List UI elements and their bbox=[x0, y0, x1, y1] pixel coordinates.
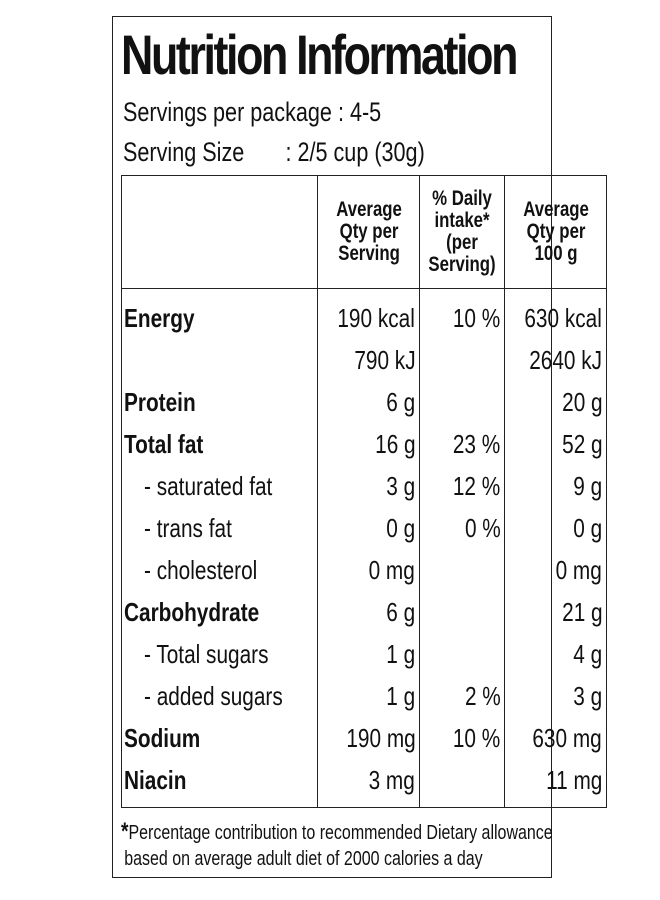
nutrient-label: - added sugars bbox=[144, 681, 283, 711]
table-row-cell bbox=[318, 465, 419, 507]
per-serving-value: 0 g bbox=[386, 513, 416, 543]
footnote-asterisk: * bbox=[121, 818, 129, 845]
per-serving-value: 0 mg bbox=[369, 555, 416, 585]
header-daily-intake bbox=[420, 176, 505, 289]
table-row-cell bbox=[420, 759, 504, 801]
table-row-cell bbox=[505, 423, 606, 465]
per-100g-value: 9 g bbox=[573, 471, 603, 501]
table-row-cell bbox=[505, 549, 606, 591]
per-serving-value: 16 g bbox=[374, 429, 416, 459]
header-row bbox=[122, 176, 607, 289]
panel-title: Nutrition Information bbox=[121, 23, 517, 86]
nutrient-label: Total fat bbox=[124, 429, 204, 459]
per-100g-value: 0 mg bbox=[555, 555, 603, 585]
nutrition-table bbox=[121, 175, 607, 808]
serving-size bbox=[123, 139, 425, 166]
table-row-cell bbox=[420, 465, 504, 507]
per-100g-value: 630 mg bbox=[532, 723, 603, 753]
nutrient-label: Sodium bbox=[124, 723, 201, 753]
per-serving-value: 3 g bbox=[386, 471, 416, 501]
nutrient-labels-column bbox=[122, 289, 318, 808]
per-serving-value: 1 g bbox=[386, 681, 416, 711]
nutrient-label: Niacin bbox=[124, 765, 187, 795]
footnote-line-2: based on average adult diet of 2000 calories a day bbox=[124, 848, 483, 870]
header-line: Average bbox=[336, 197, 402, 221]
table-row-cell bbox=[122, 717, 317, 759]
per-serving-value: 790 kJ bbox=[354, 345, 416, 375]
daily-intake-value: 2 % bbox=[464, 681, 501, 711]
header-line: 100 g bbox=[534, 242, 578, 266]
daily-intake-value: 23 % bbox=[452, 429, 501, 459]
per-serving-column bbox=[318, 289, 420, 808]
table-row-cell bbox=[122, 507, 317, 549]
daily-intake-column bbox=[420, 289, 505, 808]
table-row-cell bbox=[505, 465, 606, 507]
header-line: Serving bbox=[338, 242, 400, 266]
table-row-cell bbox=[505, 633, 606, 675]
header-per-100g bbox=[505, 176, 607, 289]
table-row-cell bbox=[420, 717, 504, 759]
table-row-cell bbox=[122, 297, 317, 339]
table-row-cell bbox=[420, 549, 504, 591]
table-row-cell bbox=[122, 381, 317, 423]
header-line: Serving) bbox=[428, 253, 496, 277]
header-line: Qty per bbox=[339, 219, 399, 243]
table-row-cell bbox=[318, 423, 419, 465]
per-serving-value: 3 mg bbox=[369, 765, 416, 795]
nutrient-label: - cholesterol bbox=[144, 555, 258, 585]
servings-value: : 4-5 bbox=[337, 97, 382, 127]
table-row-cell bbox=[505, 759, 606, 801]
table-row-cell bbox=[122, 633, 317, 675]
table-row-cell bbox=[505, 507, 606, 549]
table-row-cell bbox=[420, 633, 504, 675]
per-serving-value: 6 g bbox=[386, 387, 416, 417]
per-serving-value: 6 g bbox=[386, 597, 416, 627]
nutrient-label: Energy bbox=[124, 303, 195, 333]
per-100g-value: 3 g bbox=[573, 681, 603, 711]
table-row-cell bbox=[318, 339, 419, 381]
footnote-line-1: Percentage contribution to recommended Dietary allowance bbox=[128, 822, 553, 844]
table-row-cell bbox=[420, 339, 504, 381]
table-row-cell bbox=[318, 549, 419, 591]
per-100g-value: 20 g bbox=[561, 387, 603, 417]
per-100g-value: 4 g bbox=[573, 639, 603, 669]
header-line: Qty per bbox=[526, 219, 586, 243]
body-row bbox=[122, 289, 607, 808]
table-row-cell bbox=[122, 465, 317, 507]
table-row-cell bbox=[318, 381, 419, 423]
per-serving-value: 190 kcal bbox=[337, 303, 416, 333]
per-100g-value: 21 g bbox=[561, 597, 603, 627]
daily-intake-value: 0 % bbox=[464, 513, 501, 543]
header-blank bbox=[122, 176, 318, 289]
table-row-cell bbox=[318, 675, 419, 717]
table-row-cell bbox=[318, 507, 419, 549]
per-100g-value: 52 g bbox=[561, 429, 603, 459]
per-100g-value: 630 kcal bbox=[524, 303, 603, 333]
table-row-cell bbox=[420, 423, 504, 465]
nutrient-label: - saturated fat bbox=[144, 471, 273, 501]
daily-intake-value: 12 % bbox=[452, 471, 501, 501]
header-line: Average bbox=[522, 197, 589, 221]
footnote bbox=[121, 817, 553, 872]
table-row-cell bbox=[420, 591, 504, 633]
table-row-cell bbox=[122, 423, 317, 465]
table-row-cell bbox=[505, 675, 606, 717]
table-row-cell bbox=[420, 381, 504, 423]
per-100g-value: 2640 kJ bbox=[529, 345, 603, 375]
table-row-cell bbox=[122, 591, 317, 633]
serving-size-label: Serving Size bbox=[123, 137, 245, 167]
serving-size-value: : 2/5 cup (30g) bbox=[285, 137, 425, 167]
daily-intake-value: 10 % bbox=[452, 723, 501, 753]
per-serving-value: 190 mg bbox=[345, 723, 416, 753]
table-row-cell bbox=[122, 759, 317, 801]
table-row-cell bbox=[122, 549, 317, 591]
per-serving-value: 1 g bbox=[386, 639, 416, 669]
table-row-cell bbox=[318, 717, 419, 759]
servings-per-package bbox=[123, 99, 381, 126]
table-row-cell bbox=[505, 339, 606, 381]
table-row-cell bbox=[122, 339, 317, 381]
nutrient-label: - Total sugars bbox=[144, 639, 269, 669]
table-row-cell bbox=[505, 717, 606, 759]
per-100g-value: 0 g bbox=[573, 513, 603, 543]
table-row-cell bbox=[420, 297, 504, 339]
nutrient-label: Carbohydrate bbox=[124, 597, 260, 627]
per-100g-value: 11 mg bbox=[545, 765, 603, 795]
table-row-cell bbox=[122, 675, 317, 717]
header-line: intake* (per bbox=[434, 208, 490, 254]
table-row-cell bbox=[318, 759, 419, 801]
table-row-cell bbox=[318, 633, 419, 675]
table-row-cell bbox=[505, 381, 606, 423]
per-100g-column bbox=[505, 289, 607, 808]
table-row-cell bbox=[318, 297, 419, 339]
header-line: % Daily bbox=[432, 186, 493, 210]
table-row-cell bbox=[505, 297, 606, 339]
header-per-serving bbox=[318, 176, 420, 289]
table-row-cell bbox=[318, 591, 419, 633]
nutrient-label: - trans fat bbox=[144, 513, 232, 543]
nutrient-label: Protein bbox=[124, 387, 196, 417]
daily-intake-value: 10 % bbox=[452, 303, 501, 333]
table-row-cell bbox=[420, 675, 504, 717]
servings-label: Servings per package bbox=[123, 97, 332, 127]
table-row-cell bbox=[505, 591, 606, 633]
table-row-cell bbox=[420, 507, 504, 549]
nutrition-panel bbox=[112, 16, 603, 878]
